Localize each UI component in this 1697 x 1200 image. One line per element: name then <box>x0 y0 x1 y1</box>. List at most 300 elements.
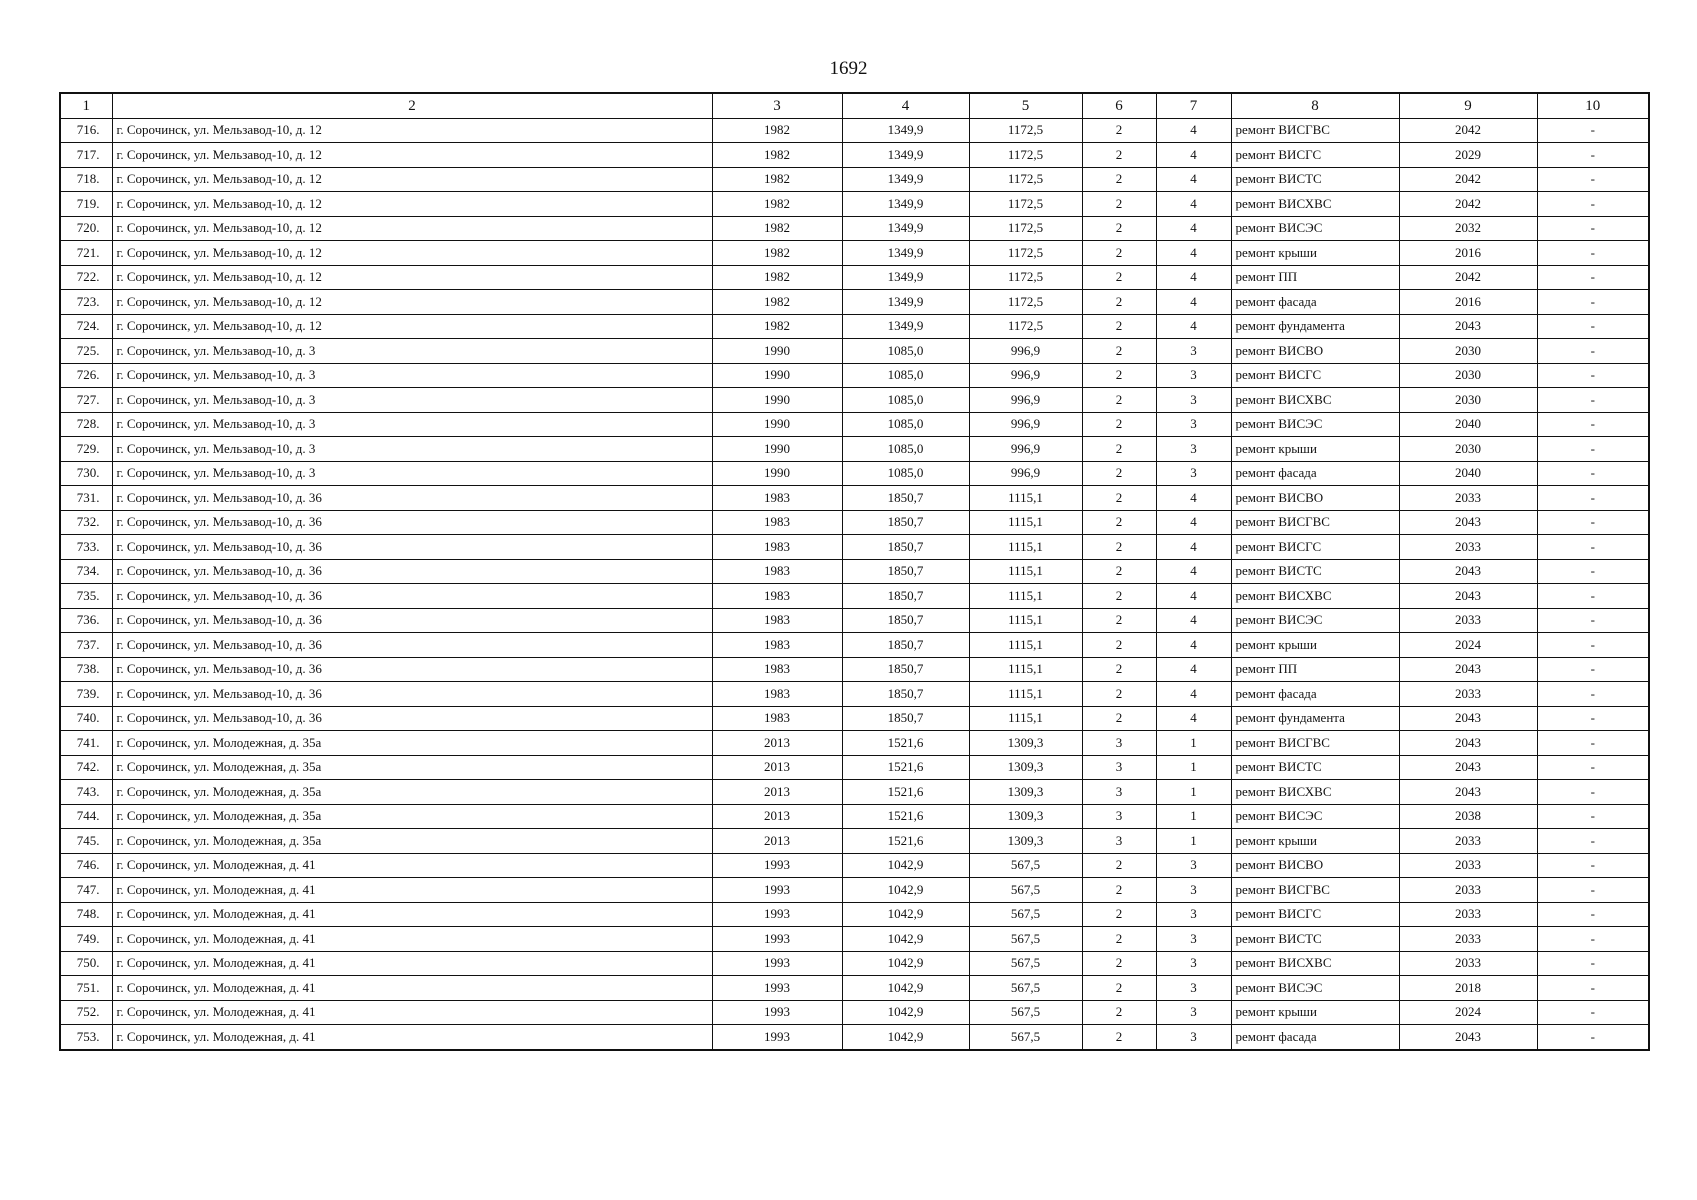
address-cell: г. Сорочинск, ул. Молодежная, д. 41 <box>112 951 712 976</box>
work-type-cell: ремонт ВИСТС <box>1231 755 1399 780</box>
address-cell: г. Сорочинск, ул. Мельзавод-10, д. 12 <box>112 314 712 339</box>
year-built-cell: 1993 <box>712 853 842 878</box>
planned-year-cell: 2043 <box>1399 584 1537 609</box>
note-cell: - <box>1537 363 1649 388</box>
total-area-cell: 1349,9 <box>842 290 969 315</box>
year-built-cell: 1982 <box>712 241 842 266</box>
table-row <box>60 216 1649 241</box>
year-built-cell: 1993 <box>712 1000 842 1025</box>
entrances-cell: 3 <box>1156 878 1231 903</box>
address-cell: г. Сорочинск, ул. Молодежная, д. 41 <box>112 927 712 952</box>
planned-year-cell: 2032 <box>1399 216 1537 241</box>
table-row <box>60 265 1649 290</box>
floors-cell: 2 <box>1082 167 1156 192</box>
living-area-cell: 1172,5 <box>969 118 1082 143</box>
work-type-cell: ремонт ВИСТС <box>1231 167 1399 192</box>
note-cell: - <box>1537 804 1649 829</box>
table-row <box>60 241 1649 266</box>
address-cell: г. Сорочинск, ул. Мельзавод-10, д. 36 <box>112 510 712 535</box>
living-area-cell: 567,5 <box>969 927 1082 952</box>
row-number-cell: 731. <box>60 486 112 511</box>
address-cell: г. Сорочинск, ул. Мельзавод-10, д. 12 <box>112 216 712 241</box>
row-number-cell: 718. <box>60 167 112 192</box>
row-number-cell: 723. <box>60 290 112 315</box>
note-cell: - <box>1537 486 1649 511</box>
entrances-cell: 3 <box>1156 1025 1231 1050</box>
planned-year-cell: 2033 <box>1399 927 1537 952</box>
work-type-cell: ремонт ВИСГС <box>1231 363 1399 388</box>
planned-year-cell: 2043 <box>1399 1025 1537 1050</box>
work-type-cell: ремонт фундамента <box>1231 706 1399 731</box>
note-cell: - <box>1537 682 1649 707</box>
table-row <box>60 412 1649 437</box>
address-cell: г. Сорочинск, ул. Молодежная, д. 41 <box>112 878 712 903</box>
entrances-cell: 4 <box>1156 584 1231 609</box>
address-cell: г. Сорочинск, ул. Мельзавод-10, д. 36 <box>112 535 712 560</box>
address-cell: г. Сорочинск, ул. Мельзавод-10, д. 3 <box>112 339 712 364</box>
floors-cell: 2 <box>1082 682 1156 707</box>
year-built-cell: 1983 <box>712 486 842 511</box>
year-built-cell: 1993 <box>712 951 842 976</box>
table-row <box>60 706 1649 731</box>
address-cell: г. Сорочинск, ул. Молодежная, д. 35а <box>112 755 712 780</box>
entrances-cell: 4 <box>1156 167 1231 192</box>
table-row <box>60 976 1649 1001</box>
note-cell: - <box>1537 829 1649 854</box>
entrances-cell: 4 <box>1156 608 1231 633</box>
address-cell: г. Сорочинск, ул. Мельзавод-10, д. 12 <box>112 290 712 315</box>
table-row <box>60 780 1649 805</box>
living-area-cell: 1172,5 <box>969 216 1082 241</box>
address-cell: г. Сорочинск, ул. Мельзавод-10, д. 3 <box>112 388 712 413</box>
note-cell: - <box>1537 927 1649 952</box>
total-area-cell: 1042,9 <box>842 976 969 1001</box>
total-area-cell: 1042,9 <box>842 1025 969 1050</box>
column-header: 4 <box>842 93 969 118</box>
table-row <box>60 1025 1649 1050</box>
total-area-cell: 1850,7 <box>842 608 969 633</box>
address-cell: г. Сорочинск, ул. Мельзавод-10, д. 12 <box>112 241 712 266</box>
living-area-cell: 567,5 <box>969 902 1082 927</box>
living-area-cell: 1115,1 <box>969 608 1082 633</box>
column-header: 1 <box>60 93 112 118</box>
total-area-cell: 1521,6 <box>842 780 969 805</box>
floors-cell: 2 <box>1082 853 1156 878</box>
year-built-cell: 1993 <box>712 902 842 927</box>
living-area-cell: 996,9 <box>969 412 1082 437</box>
floors-cell: 2 <box>1082 486 1156 511</box>
note-cell: - <box>1537 118 1649 143</box>
total-area-cell: 1521,6 <box>842 731 969 756</box>
table-row <box>60 461 1649 486</box>
total-area-cell: 1850,7 <box>842 559 969 584</box>
planned-year-cell: 2042 <box>1399 118 1537 143</box>
floors-cell: 2 <box>1082 706 1156 731</box>
total-area-cell: 1349,9 <box>842 143 969 168</box>
entrances-cell: 4 <box>1156 486 1231 511</box>
table-row <box>60 167 1649 192</box>
repair-schedule-table <box>59 92 1650 1051</box>
year-built-cell: 1983 <box>712 682 842 707</box>
address-cell: г. Сорочинск, ул. Мельзавод-10, д. 12 <box>112 118 712 143</box>
column-header: 6 <box>1082 93 1156 118</box>
table-row <box>60 510 1649 535</box>
year-built-cell: 1990 <box>712 363 842 388</box>
table-row <box>60 829 1649 854</box>
table-body <box>60 118 1649 1050</box>
total-area-cell: 1085,0 <box>842 461 969 486</box>
row-number-cell: 751. <box>60 976 112 1001</box>
work-type-cell: ремонт крыши <box>1231 633 1399 658</box>
planned-year-cell: 2043 <box>1399 755 1537 780</box>
entrances-cell: 4 <box>1156 633 1231 658</box>
total-area-cell: 1042,9 <box>842 927 969 952</box>
planned-year-cell: 2018 <box>1399 976 1537 1001</box>
table-row <box>60 902 1649 927</box>
entrances-cell: 3 <box>1156 1000 1231 1025</box>
entrances-cell: 3 <box>1156 461 1231 486</box>
entrances-cell: 3 <box>1156 412 1231 437</box>
living-area-cell: 567,5 <box>969 951 1082 976</box>
row-number-cell: 753. <box>60 1025 112 1050</box>
column-header: 3 <box>712 93 842 118</box>
total-area-cell: 1085,0 <box>842 363 969 388</box>
column-header: 7 <box>1156 93 1231 118</box>
table-row <box>60 878 1649 903</box>
living-area-cell: 1172,5 <box>969 241 1082 266</box>
work-type-cell: ремонт ПП <box>1231 265 1399 290</box>
floors-cell: 2 <box>1082 584 1156 609</box>
total-area-cell: 1850,7 <box>842 682 969 707</box>
total-area-cell: 1349,9 <box>842 167 969 192</box>
address-cell: г. Сорочинск, ул. Мельзавод-10, д. 12 <box>112 265 712 290</box>
row-number-cell: 739. <box>60 682 112 707</box>
entrances-cell: 3 <box>1156 388 1231 413</box>
table-row <box>60 437 1649 462</box>
floors-cell: 3 <box>1082 780 1156 805</box>
table-row <box>60 486 1649 511</box>
address-cell: г. Сорочинск, ул. Молодежная, д. 41 <box>112 853 712 878</box>
year-built-cell: 1990 <box>712 412 842 437</box>
floors-cell: 2 <box>1082 265 1156 290</box>
entrances-cell: 1 <box>1156 804 1231 829</box>
year-built-cell: 2013 <box>712 780 842 805</box>
work-type-cell: ремонт крыши <box>1231 437 1399 462</box>
work-type-cell: ремонт ВИСВО <box>1231 339 1399 364</box>
floors-cell: 2 <box>1082 241 1156 266</box>
living-area-cell: 1115,1 <box>969 657 1082 682</box>
total-area-cell: 1521,6 <box>842 804 969 829</box>
floors-cell: 2 <box>1082 339 1156 364</box>
planned-year-cell: 2043 <box>1399 706 1537 731</box>
entrances-cell: 1 <box>1156 829 1231 854</box>
total-area-cell: 1349,9 <box>842 265 969 290</box>
entrances-cell: 4 <box>1156 290 1231 315</box>
planned-year-cell: 2033 <box>1399 486 1537 511</box>
planned-year-cell: 2033 <box>1399 829 1537 854</box>
entrances-cell: 1 <box>1156 780 1231 805</box>
living-area-cell: 1115,1 <box>969 510 1082 535</box>
row-number-cell: 734. <box>60 559 112 584</box>
floors-cell: 2 <box>1082 535 1156 560</box>
year-built-cell: 1982 <box>712 192 842 217</box>
row-number-cell: 733. <box>60 535 112 560</box>
total-area-cell: 1042,9 <box>842 878 969 903</box>
row-number-cell: 720. <box>60 216 112 241</box>
entrances-cell: 4 <box>1156 559 1231 584</box>
work-type-cell: ремонт ВИСВО <box>1231 486 1399 511</box>
total-area-cell: 1085,0 <box>842 339 969 364</box>
living-area-cell: 1172,5 <box>969 143 1082 168</box>
note-cell: - <box>1537 192 1649 217</box>
row-number-cell: 726. <box>60 363 112 388</box>
year-built-cell: 1982 <box>712 314 842 339</box>
living-area-cell: 1115,1 <box>969 559 1082 584</box>
year-built-cell: 1993 <box>712 927 842 952</box>
floors-cell: 2 <box>1082 1025 1156 1050</box>
year-built-cell: 1993 <box>712 976 842 1001</box>
work-type-cell: ремонт ВИСЭС <box>1231 976 1399 1001</box>
work-type-cell: ремонт ВИСХВС <box>1231 192 1399 217</box>
note-cell: - <box>1537 657 1649 682</box>
living-area-cell: 1309,3 <box>969 780 1082 805</box>
row-number-cell: 730. <box>60 461 112 486</box>
living-area-cell: 1309,3 <box>969 829 1082 854</box>
total-area-cell: 1349,9 <box>842 118 969 143</box>
living-area-cell: 996,9 <box>969 461 1082 486</box>
row-number-cell: 749. <box>60 927 112 952</box>
address-cell: г. Сорочинск, ул. Мельзавод-10, д. 3 <box>112 461 712 486</box>
living-area-cell: 1309,3 <box>969 731 1082 756</box>
table-row <box>60 927 1649 952</box>
work-type-cell: ремонт ВИСХВС <box>1231 388 1399 413</box>
entrances-cell: 3 <box>1156 927 1231 952</box>
total-area-cell: 1085,0 <box>842 388 969 413</box>
living-area-cell: 996,9 <box>969 363 1082 388</box>
note-cell: - <box>1537 241 1649 266</box>
entrances-cell: 4 <box>1156 143 1231 168</box>
row-number-cell: 738. <box>60 657 112 682</box>
note-cell: - <box>1537 976 1649 1001</box>
floors-cell: 2 <box>1082 412 1156 437</box>
address-cell: г. Сорочинск, ул. Мельзавод-10, д. 36 <box>112 633 712 658</box>
entrances-cell: 3 <box>1156 951 1231 976</box>
entrances-cell: 3 <box>1156 853 1231 878</box>
column-header: 10 <box>1537 93 1649 118</box>
total-area-cell: 1850,7 <box>842 510 969 535</box>
row-number-cell: 717. <box>60 143 112 168</box>
year-built-cell: 1983 <box>712 608 842 633</box>
table-row <box>60 633 1649 658</box>
entrances-cell: 4 <box>1156 265 1231 290</box>
table-row <box>60 363 1649 388</box>
floors-cell: 2 <box>1082 461 1156 486</box>
work-type-cell: ремонт фасада <box>1231 1025 1399 1050</box>
year-built-cell: 2013 <box>712 755 842 780</box>
living-area-cell: 1309,3 <box>969 755 1082 780</box>
planned-year-cell: 2042 <box>1399 265 1537 290</box>
planned-year-cell: 2040 <box>1399 412 1537 437</box>
entrances-cell: 3 <box>1156 976 1231 1001</box>
work-type-cell: ремонт крыши <box>1231 1000 1399 1025</box>
row-number-cell: 721. <box>60 241 112 266</box>
entrances-cell: 4 <box>1156 241 1231 266</box>
row-number-cell: 744. <box>60 804 112 829</box>
address-cell: г. Сорочинск, ул. Мельзавод-10, д. 36 <box>112 657 712 682</box>
row-number-cell: 722. <box>60 265 112 290</box>
row-number-cell: 742. <box>60 755 112 780</box>
note-cell: - <box>1537 265 1649 290</box>
planned-year-cell: 2038 <box>1399 804 1537 829</box>
floors-cell: 2 <box>1082 314 1156 339</box>
address-cell: г. Сорочинск, ул. Мельзавод-10, д. 3 <box>112 437 712 462</box>
total-area-cell: 1085,0 <box>842 437 969 462</box>
planned-year-cell: 2033 <box>1399 951 1537 976</box>
year-built-cell: 1990 <box>712 437 842 462</box>
table-row <box>60 388 1649 413</box>
note-cell: - <box>1537 584 1649 609</box>
year-built-cell: 1983 <box>712 510 842 535</box>
floors-cell: 2 <box>1082 192 1156 217</box>
table-row <box>60 731 1649 756</box>
work-type-cell: ремонт крыши <box>1231 241 1399 266</box>
planned-year-cell: 2043 <box>1399 731 1537 756</box>
floors-cell: 2 <box>1082 657 1156 682</box>
address-cell: г. Сорочинск, ул. Мельзавод-10, д. 3 <box>112 363 712 388</box>
planned-year-cell: 2043 <box>1399 657 1537 682</box>
note-cell: - <box>1537 167 1649 192</box>
floors-cell: 2 <box>1082 437 1156 462</box>
floors-cell: 3 <box>1082 829 1156 854</box>
table-row <box>60 951 1649 976</box>
table-row <box>60 143 1649 168</box>
address-cell: г. Сорочинск, ул. Молодежная, д. 41 <box>112 1000 712 1025</box>
floors-cell: 2 <box>1082 118 1156 143</box>
row-number-cell: 725. <box>60 339 112 364</box>
row-number-cell: 750. <box>60 951 112 976</box>
entrances-cell: 1 <box>1156 755 1231 780</box>
entrances-cell: 3 <box>1156 363 1231 388</box>
note-cell: - <box>1537 388 1649 413</box>
floors-cell: 2 <box>1082 363 1156 388</box>
work-type-cell: ремонт ВИСЭС <box>1231 804 1399 829</box>
planned-year-cell: 2042 <box>1399 192 1537 217</box>
note-cell: - <box>1537 290 1649 315</box>
work-type-cell: ремонт крыши <box>1231 829 1399 854</box>
work-type-cell: ремонт ВИСТС <box>1231 927 1399 952</box>
living-area-cell: 996,9 <box>969 339 1082 364</box>
total-area-cell: 1349,9 <box>842 192 969 217</box>
note-cell: - <box>1537 902 1649 927</box>
planned-year-cell: 2033 <box>1399 902 1537 927</box>
total-area-cell: 1042,9 <box>842 1000 969 1025</box>
floors-cell: 3 <box>1082 755 1156 780</box>
living-area-cell: 996,9 <box>969 388 1082 413</box>
column-header: 8 <box>1231 93 1399 118</box>
note-cell: - <box>1537 780 1649 805</box>
floors-cell: 2 <box>1082 1000 1156 1025</box>
year-built-cell: 1993 <box>712 1025 842 1050</box>
entrances-cell: 4 <box>1156 657 1231 682</box>
total-area-cell: 1850,7 <box>842 535 969 560</box>
row-number-cell: 729. <box>60 437 112 462</box>
living-area-cell: 567,5 <box>969 853 1082 878</box>
table-row <box>60 339 1649 364</box>
work-type-cell: ремонт ВИСЭС <box>1231 412 1399 437</box>
row-number-cell: 724. <box>60 314 112 339</box>
planned-year-cell: 2043 <box>1399 510 1537 535</box>
total-area-cell: 1850,7 <box>842 633 969 658</box>
address-cell: г. Сорочинск, ул. Молодежная, д. 35а <box>112 780 712 805</box>
address-cell: г. Сорочинск, ул. Мельзавод-10, д. 36 <box>112 584 712 609</box>
planned-year-cell: 2030 <box>1399 339 1537 364</box>
floors-cell: 2 <box>1082 902 1156 927</box>
work-type-cell: ремонт ВИСГС <box>1231 902 1399 927</box>
table-row <box>60 657 1649 682</box>
year-built-cell: 2013 <box>712 804 842 829</box>
year-built-cell: 1982 <box>712 216 842 241</box>
planned-year-cell: 2029 <box>1399 143 1537 168</box>
entrances-cell: 3 <box>1156 902 1231 927</box>
planned-year-cell: 2030 <box>1399 388 1537 413</box>
planned-year-cell: 2030 <box>1399 363 1537 388</box>
total-area-cell: 1349,9 <box>842 216 969 241</box>
column-number-row <box>60 93 1649 118</box>
page-number: 1692 <box>829 58 868 79</box>
table-row <box>60 314 1649 339</box>
year-built-cell: 1993 <box>712 878 842 903</box>
year-built-cell: 1983 <box>712 535 842 560</box>
floors-cell: 2 <box>1082 951 1156 976</box>
entrances-cell: 4 <box>1156 314 1231 339</box>
work-type-cell: ремонт фасада <box>1231 682 1399 707</box>
floors-cell: 2 <box>1082 216 1156 241</box>
floors-cell: 2 <box>1082 927 1156 952</box>
planned-year-cell: 2033 <box>1399 608 1537 633</box>
table-row <box>60 1000 1649 1025</box>
planned-year-cell: 2030 <box>1399 437 1537 462</box>
planned-year-cell: 2043 <box>1399 314 1537 339</box>
planned-year-cell: 2040 <box>1399 461 1537 486</box>
floors-cell: 2 <box>1082 633 1156 658</box>
note-cell: - <box>1537 1025 1649 1050</box>
note-cell: - <box>1537 339 1649 364</box>
entrances-cell: 4 <box>1156 706 1231 731</box>
living-area-cell: 567,5 <box>969 976 1082 1001</box>
note-cell: - <box>1537 878 1649 903</box>
table-row <box>60 804 1649 829</box>
year-built-cell: 2013 <box>712 731 842 756</box>
note-cell: - <box>1537 608 1649 633</box>
living-area-cell: 1115,1 <box>969 486 1082 511</box>
table-row <box>60 608 1649 633</box>
year-built-cell: 1990 <box>712 339 842 364</box>
year-built-cell: 1982 <box>712 290 842 315</box>
note-cell: - <box>1537 1000 1649 1025</box>
floors-cell: 3 <box>1082 731 1156 756</box>
living-area-cell: 1172,5 <box>969 167 1082 192</box>
entrances-cell: 4 <box>1156 510 1231 535</box>
note-cell: - <box>1537 437 1649 462</box>
entrances-cell: 4 <box>1156 192 1231 217</box>
address-cell: г. Сорочинск, ул. Мельзавод-10, д. 3 <box>112 412 712 437</box>
row-number-cell: 747. <box>60 878 112 903</box>
year-built-cell: 1983 <box>712 706 842 731</box>
work-type-cell: ремонт ВИСЭС <box>1231 216 1399 241</box>
entrances-cell: 4 <box>1156 118 1231 143</box>
row-number-cell: 727. <box>60 388 112 413</box>
total-area-cell: 1521,6 <box>842 755 969 780</box>
